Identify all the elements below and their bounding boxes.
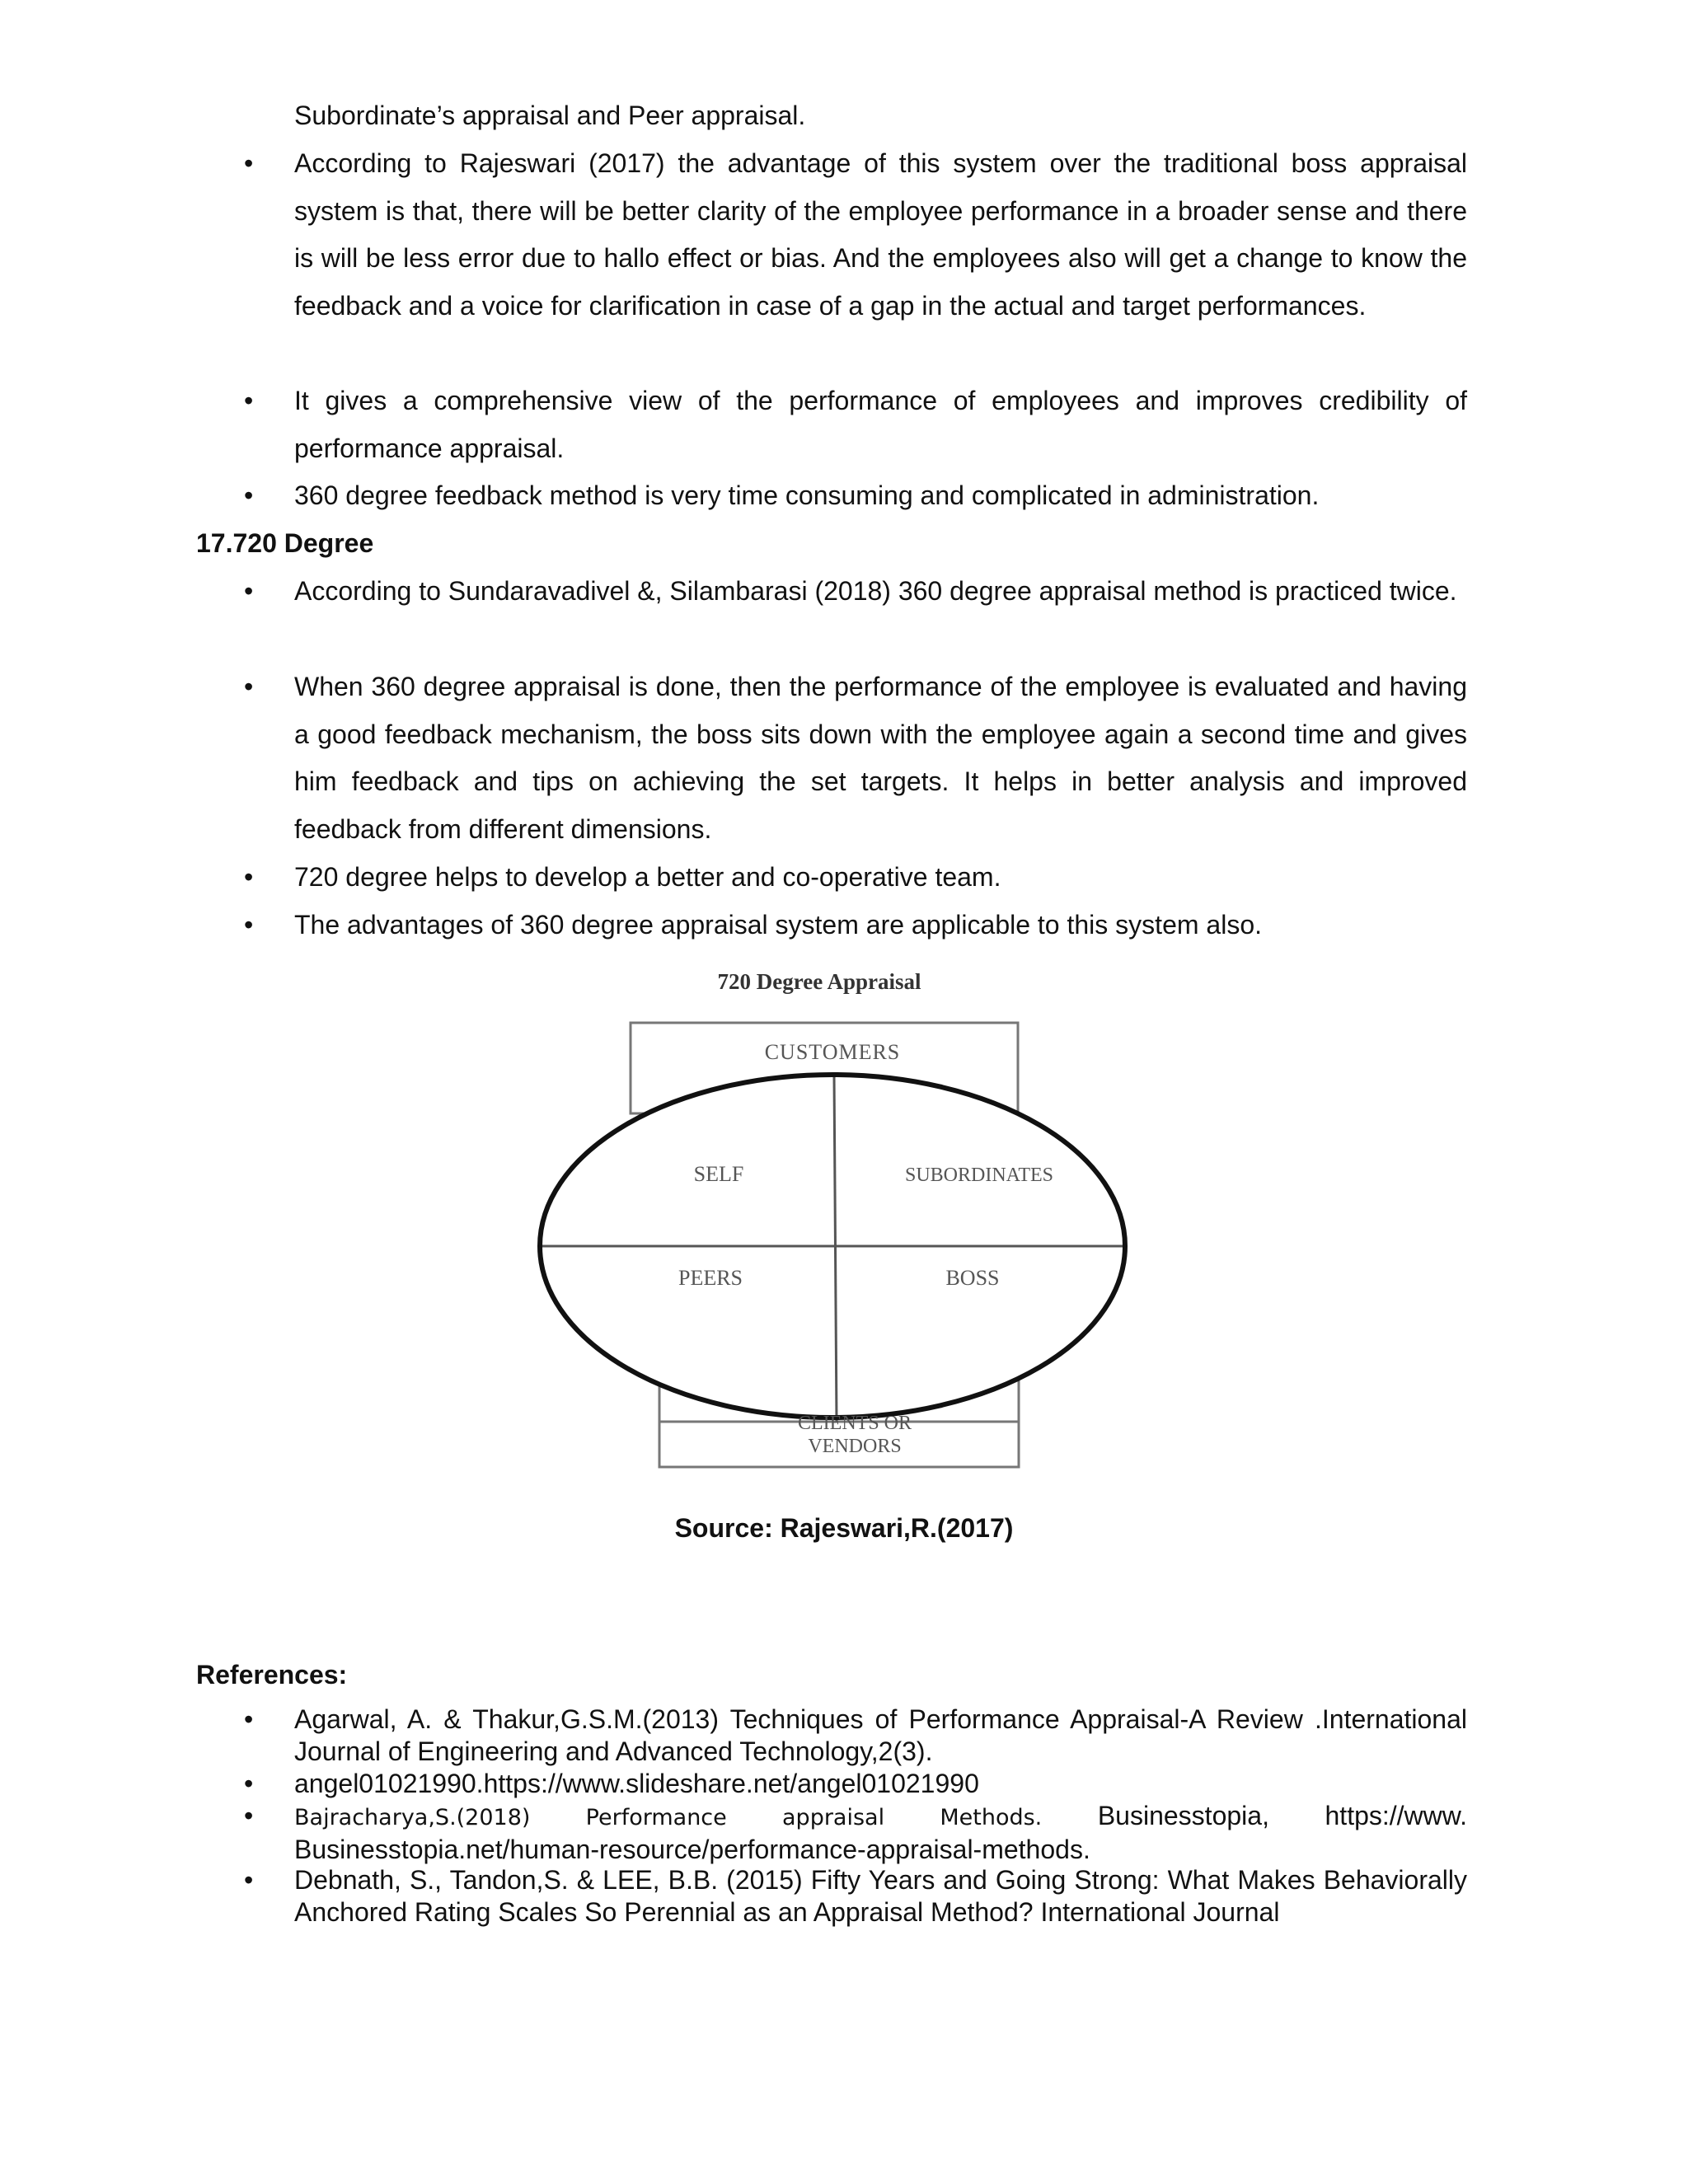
bullet-marker: • bbox=[244, 1801, 254, 1830]
bullet-360-advantage: According to Rajeswari (2017) the advantage of this system over the traditional boss appraisal system is that, there will be better clarity of the employee performance in a broader sense and there is will be less error due to hallo effect or bias. And the employees also will get a change to know the feedback and a voice for clarification in case of a gap in the actual and target performances. bbox=[294, 148, 1467, 321]
customers-label: CUSTOMERS bbox=[764, 1040, 901, 1064]
bullet-marker: • bbox=[244, 672, 254, 701]
vendors-label: VENDORS bbox=[808, 1436, 902, 1457]
bullet-360-comprehensive: It gives a comprehensive view of the performance of employees and improves credibility of performance appraisal. bbox=[294, 386, 1467, 463]
clients-label: CLIENTS OR bbox=[798, 1413, 912, 1434]
figure-source-caption: Source: Rajeswari,R.(2017) bbox=[674, 1513, 1014, 1543]
peers-label: PEERS bbox=[678, 1266, 743, 1290]
reference-link: Businesstopia, https://www. Businesstopia.net/human-resource/performance-appraisal-methods. bbox=[294, 1801, 1468, 1864]
bullet-marker: • bbox=[244, 148, 254, 178]
appraisal-diagram bbox=[528, 960, 1154, 1471]
bullet-720-second-time: When 360 degree appraisal is done, then the performance of the employee is evaluated and having a good feedback mechanism, the boss sits down with the employee again a second time and gives him feedback and tips on achieving the set targets. It helps in better analysis and improved feedback from different dimensions. bbox=[294, 672, 1467, 844]
bullet-marker: • bbox=[244, 576, 254, 606]
reference-author-small: Bajracharya,S.(2018) Performance appraisal Methods. bbox=[294, 1805, 1043, 1830]
bullet-marker: • bbox=[244, 910, 254, 940]
subordinates-label: SUBORDINATES bbox=[904, 1165, 1054, 1186]
self-label: SELF bbox=[693, 1162, 744, 1186]
bullet-marker: • bbox=[244, 1865, 254, 1895]
intro-continuation: Subordinate’s appraisal and Peer appraisal. bbox=[294, 101, 806, 130]
bullet-720-practiced-twice: According to Sundaravadivel &, Silambarasi (2018) 360 degree appraisal method is practiced twice. bbox=[294, 576, 1457, 606]
bullet-marker: • bbox=[244, 1704, 254, 1734]
bullet-marker: • bbox=[244, 862, 254, 892]
bullet-720-team: 720 degree helps to develop a better and co-operative team. bbox=[294, 862, 1001, 892]
reference-item bbox=[294, 1800, 1467, 1866]
bullet-marker: • bbox=[244, 386, 254, 415]
reference-item: angel01021990.https://www.slideshare.net/angel01021990 bbox=[294, 1769, 979, 1798]
references-heading: References: bbox=[196, 1660, 348, 1690]
reference-item: Debnath, S., Tandon,S. & LEE, B.B. (2015) Fifty Years and Going Strong: What Makes Behaviorally Anchored Rating Scales So Perennial as an Appraisal Method? International Journal bbox=[294, 1865, 1467, 1927]
bullet-marker: • bbox=[244, 1769, 254, 1798]
diagram-title: 720 Degree Appraisal bbox=[717, 969, 921, 994]
section-heading: 17.720 Degree bbox=[196, 528, 374, 558]
boss-label: BOSS bbox=[945, 1266, 1000, 1290]
reference-item: Agarwal, A. & Thakur,G.S.M.(2013) Techniques of Performance Appraisal-A Review .International Journal of Engineering and Advanced Technology,2(3). bbox=[294, 1704, 1467, 1766]
bullet-720-applicable: The advantages of 360 degree appraisal system are applicable to this system also. bbox=[294, 910, 1262, 940]
bullet-marker: • bbox=[244, 480, 254, 510]
bullet-360-time-consuming: 360 degree feedback method is very time consuming and complicated in administration. bbox=[294, 480, 1320, 510]
